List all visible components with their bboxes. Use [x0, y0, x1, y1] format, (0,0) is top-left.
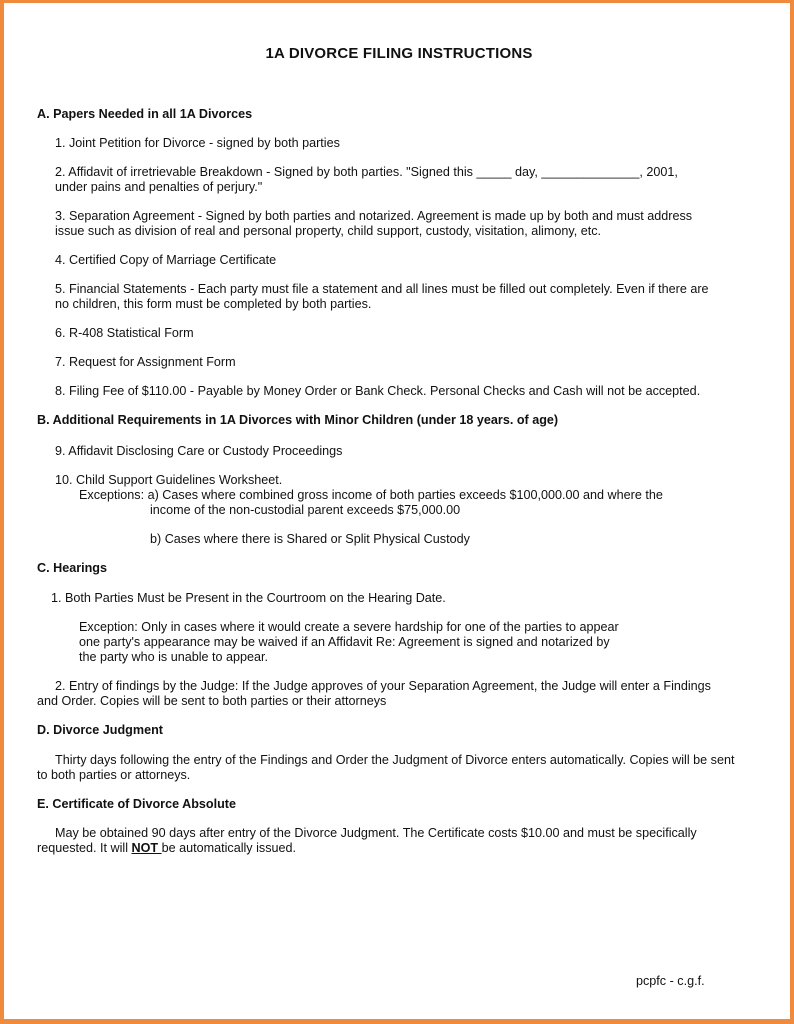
- item-c-2-cont: and Order. Copies will be sent to both parties or their attorneys: [37, 694, 387, 708]
- item-a-5: 5. Financial Statements - Each party must file a statement and all lines must be filled out completely. Even if there are: [55, 282, 709, 296]
- section-e-text-2-post: be automatically issued.: [161, 841, 296, 855]
- section-e-text-1: May be obtained 90 days after entry of the Divorce Judgment. The Certificate costs $10.00 and must be specifically: [55, 826, 697, 840]
- item-b-10-exceptions-a-cont: income of the non-custodial parent exceeds $75,000.00: [150, 503, 461, 517]
- section-c-heading: C. Hearings: [37, 561, 107, 575]
- item-b-9: 9. Affidavit Disclosing Care or Custody Proceedings: [55, 444, 343, 458]
- section-e-text-2: [37, 841, 296, 856]
- item-a-4: 4. Certified Copy of Marriage Certificate: [55, 253, 277, 267]
- section-e-text-2-pre: requested. It will: [37, 841, 132, 855]
- item-c-1-exception-cont-2: the party who is unable to appear.: [79, 650, 269, 664]
- item-a-1: 1. Joint Petition for Divorce - signed by both parties: [55, 136, 340, 150]
- not-emphasis: NOT: [131, 841, 162, 855]
- item-a-6: 6. R-408 Statistical Form: [55, 326, 194, 340]
- item-a-3-cont: issue such as division of real and personal property, child support, custody, visitation, alimony, etc.: [55, 224, 602, 238]
- section-a-heading: A. Papers Needed in all 1A Divorces: [37, 107, 253, 121]
- item-b-10-exceptions-a: Exceptions: a) Cases where combined gross income of both parties exceeds $100,000.00 and where the: [79, 488, 663, 502]
- item-b-10: 10. Child Support Guidelines Worksheet.: [55, 473, 283, 487]
- item-b-10-exceptions-b: b) Cases where there is Shared or Split Physical Custody: [150, 532, 470, 546]
- section-b-heading: B. Additional Requirements in 1A Divorces with Minor Children (under 18 years. of age): [37, 413, 559, 427]
- item-c-1: 1. Both Parties Must be Present in the Courtroom on the Hearing Date.: [51, 591, 446, 605]
- item-a-8: 8. Filing Fee of $110.00 - Payable by Money Order or Bank Check. Personal Checks and Cash will not be accepted.: [55, 384, 701, 398]
- document-title: 1A DIVORCE FILING INSTRUCTIONS: [265, 45, 533, 62]
- footer-initials: pcpfc - c.g.f.: [636, 974, 705, 988]
- item-a-2-cont: under pains and penalties of perjury.": [55, 180, 263, 194]
- item-a-2: 2. Affidavit of irretrievable Breakdown - Signed by both parties. "Signed this _____ day, ______________, 2001,: [55, 165, 678, 179]
- item-a-5-cont: no children, this form must be completed by both parties.: [55, 297, 372, 311]
- item-c-2: 2. Entry of findings by the Judge: If the Judge approves of your Separation Agreement, the Judge will enter a Findings: [55, 679, 711, 693]
- item-c-1-exception: Exception: Only in cases where it would create a severe hardship for one of the parties to appear: [79, 620, 619, 634]
- section-e-heading: E. Certificate of Divorce Absolute: [37, 797, 236, 811]
- item-a-7: 7. Request for Assignment Form: [55, 355, 236, 369]
- section-d-heading: D. Divorce Judgment: [37, 723, 163, 737]
- item-c-1-exception-cont-1: one party's appearance may be waived if an Affidavit Re: Agreement is signed and notarized by: [79, 635, 610, 649]
- item-a-3: 3. Separation Agreement - Signed by both parties and notarized. Agreement is made up by both and must address: [55, 209, 693, 223]
- section-d-text-1: Thirty days following the entry of the Findings and Order the Judgment of Divorce enters automatically. Copies will be sent: [55, 753, 735, 767]
- section-d-text-2: to both parties or attorneys.: [37, 768, 191, 782]
